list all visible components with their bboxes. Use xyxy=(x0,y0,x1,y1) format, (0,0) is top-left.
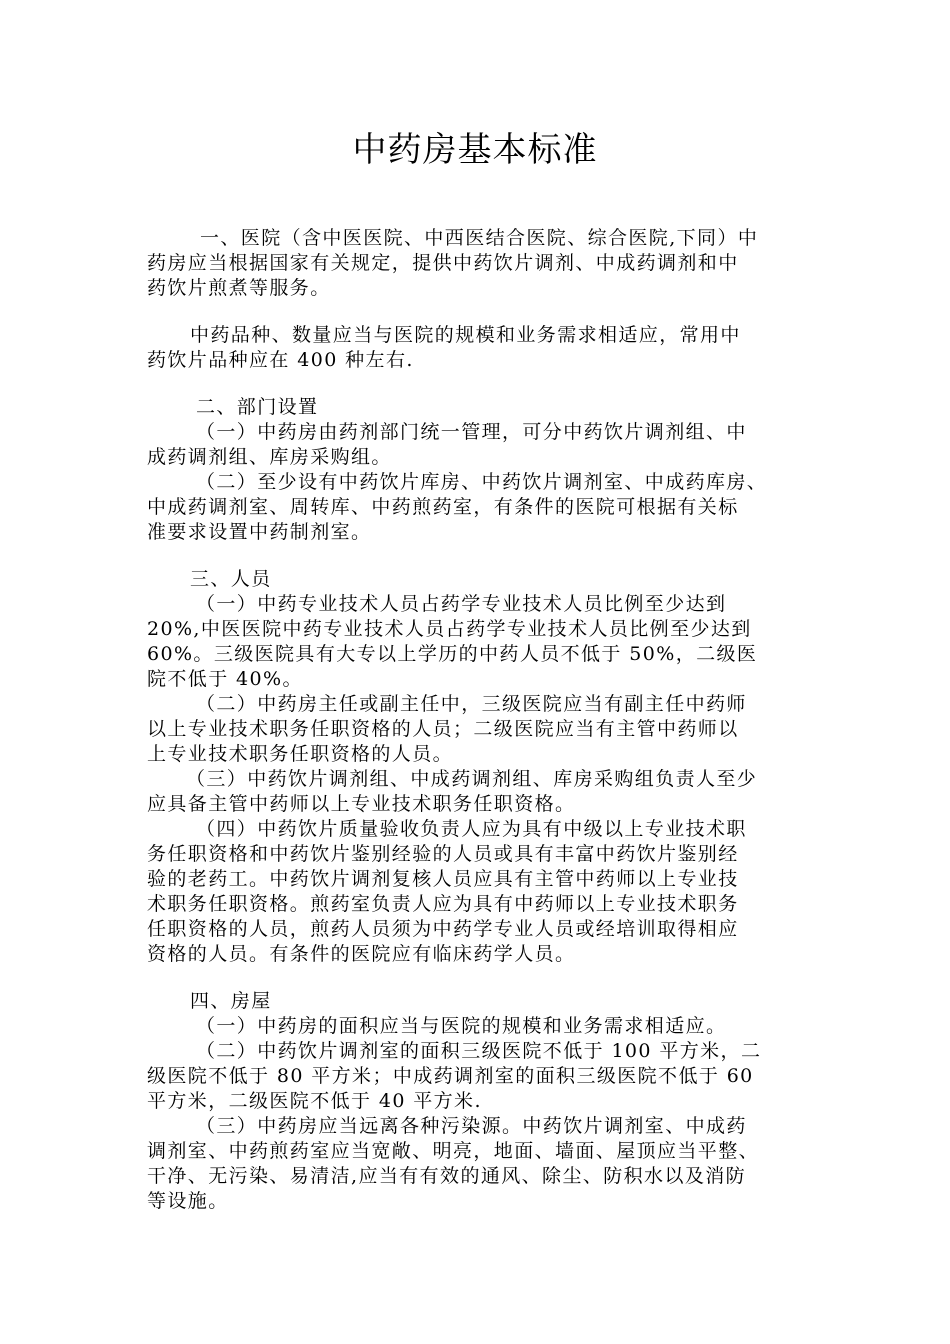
section-heading: 四、房屋 xyxy=(190,990,272,1012)
paragraph-line: 一、医院（含中医医院、中西医结合医院、综合医院,下同）中 xyxy=(200,227,759,249)
paragraph-line: 资格的人员。有条件的医院应有临床药学人员。 xyxy=(147,943,576,965)
document-title: 中药房基本标准 xyxy=(352,130,598,170)
paragraph-line: 应具备主管中药师以上专业技术职务任职资格。 xyxy=(147,793,576,815)
section-heading: 二、部门设置 xyxy=(196,396,319,418)
paragraph-line: 成药调剂组、库房采购组。 xyxy=(147,446,392,468)
paragraph-line: 中药品种、数量应当与医院的规模和业务需求相适应，常用中 xyxy=(190,324,741,346)
paragraph-line: 干净、无污染、易清洁,应当有有效的通风、除尘、防积水以及消防 xyxy=(147,1165,747,1187)
paragraph-line: （二）中药饮片调剂室的面积三级医院不低于 100 平方米，二 xyxy=(196,1040,762,1062)
paragraph-line: （三）中药饮片调剂组、中成药调剂组、库房采购组负责人至少 xyxy=(186,768,758,790)
paragraph-line: 院不低于 40%。 xyxy=(147,668,303,690)
paragraph-line: 任职资格的人员，煎药人员须为中药学专业人员或经培训取得相应 xyxy=(147,918,739,940)
paragraph-line: 以上专业技术职务任职资格的人员；二级医院应当有主管中药师以 xyxy=(147,718,739,740)
paragraph-line: 等设施。 xyxy=(147,1190,229,1212)
paragraph-line: 药饮片煎煮等服务。 xyxy=(147,277,331,299)
paragraph-line: （一）中药房由药剂部门统一管理，可分中药饮片调剂组、中 xyxy=(196,421,747,443)
paragraph-line: 药房应当根据国家有关规定，提供中药饮片调剂、中成药调剂和中 xyxy=(147,252,739,274)
section-heading: 三、人员 xyxy=(190,568,272,590)
paragraph-line: （一）中药房的面积应当与医院的规模和业务需求相适应。 xyxy=(196,1015,727,1037)
paragraph-line: （四）中药饮片质量验收负责人应为具有中级以上专业技术职 xyxy=(196,818,747,840)
paragraph-line: 调剂室、中药煎药室应当宽敞、明亮，地面、墙面、屋顶应当平整、 xyxy=(147,1140,760,1162)
paragraph-line: （二）至少设有中药饮片库房、中药饮片调剂室、中成药库房、 xyxy=(196,471,768,493)
paragraph-line: 中成药调剂室、周转库、中药煎药室，有条件的医院可根据有关标 xyxy=(147,496,739,518)
paragraph-line: 验的老药工。中药饮片调剂复核人员应具有主管中药师以上专业技 xyxy=(147,868,739,890)
paragraph-line: 术职务任职资格。煎药室负责人应为具有中药师以上专业技术职务 xyxy=(147,893,739,915)
paragraph-line: 准要求设置中药制剂室。 xyxy=(147,521,372,543)
paragraph-line: 平方米，二级医院不低于 40 平方米. xyxy=(147,1090,482,1112)
paragraph-line: 60%。三级医院具有大专以上学历的中药人员不低于 50%，二级医 xyxy=(147,643,758,665)
paragraph-line: 级医院不低于 80 平方米；中成药调剂室的面积三级医院不低于 60 xyxy=(147,1065,754,1087)
paragraph-line: 药饮片品种应在 400 种左右. xyxy=(147,349,414,371)
paragraph-line: 20%,中医医院中药专业技术人员占药学专业技术人员比例至少达到 xyxy=(147,618,752,640)
paragraph-line: 上专业技术职务任职资格的人员。 xyxy=(147,743,454,765)
paragraph-line: （三）中药房应当远离各种污染源。中药饮片调剂室、中成药 xyxy=(196,1115,747,1137)
paragraph-line: 务任职资格和中药饮片鉴别经验的人员或具有丰富中药饮片鉴别经 xyxy=(147,843,739,865)
paragraph-line: （二）中药房主任或副主任中，三级医院应当有副主任中药师 xyxy=(196,693,747,715)
paragraph-line: （一）中药专业技术人员占药学专业技术人员比例至少达到 xyxy=(196,593,727,615)
